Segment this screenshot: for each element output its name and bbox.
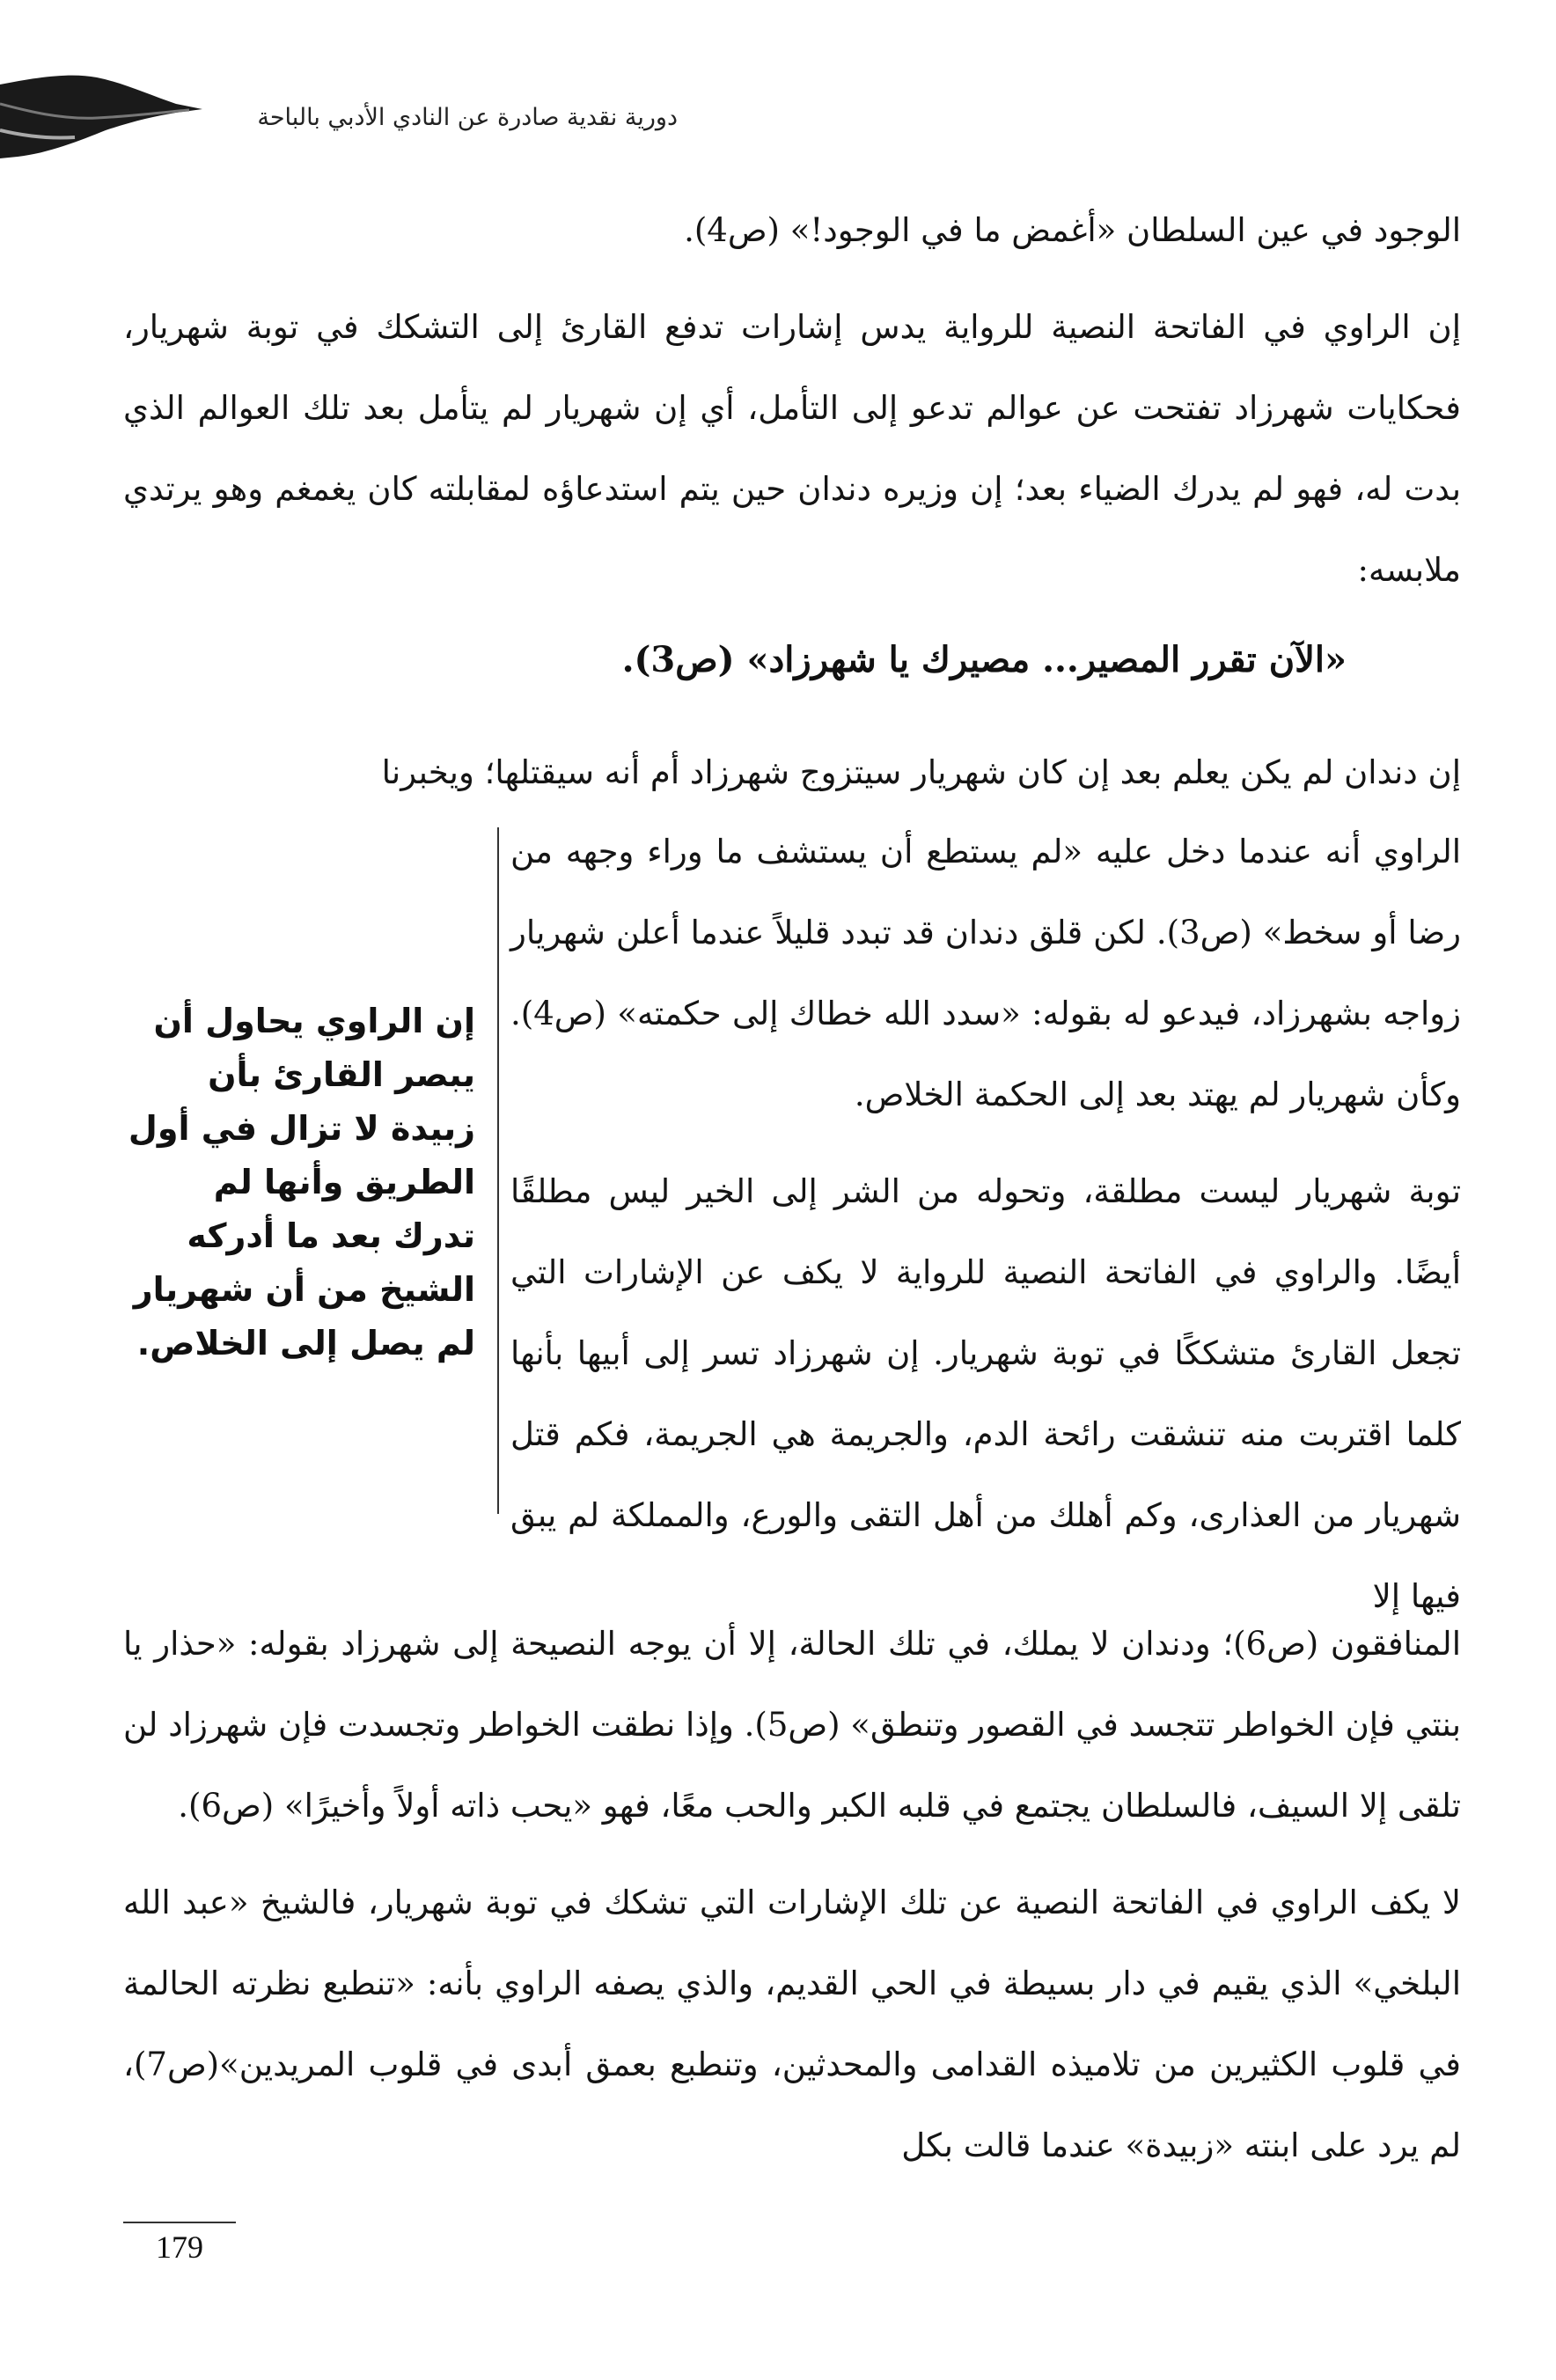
paragraph-repentance-narrow: توبة شهريار ليست مطلقة، وتحوله من الشر إلى الخير ليس مطلقًا أيضًا. والراوي في الفاتحة النصية للرواية لا يكف عن الإشارات التي تجعل القارئ متشككًا في توبة شهريار. إن شهرزاد تسر إلى أبيها بأنها كلما اقتربت منه تنشقت رائحة الدم، والجريمة هي الجريمة، فكم قتل شهريار من العذارى، وكم أهلك من أهل التقى والورع، والمملكة لم يبق فيها إلا bbox=[510, 1172, 1461, 1615]
paragraph-repentance-wide: المنافقون (ص6)؛ ودندان لا يملك، في تلك الحالة، إلا أن يوجه النصيحة إلى شهرزاد بقوله: «حذار يا بنتي فإن الخواطر تتجسد في القصور وتنطق» (ص5). وإذا نطقت الخواطر وتجسدت فإن شهرزاد لن تلقى إلا السيف، فالسلطان يجتمع في قلبه الكبر والحب معًا، فهو «يحب ذاته أولاً وأخيرًا» (ص6). bbox=[123, 1625, 1461, 1825]
header-brush-ornament bbox=[0, 69, 202, 165]
pull-quote-divider bbox=[497, 827, 499, 1514]
page-number: 179 bbox=[156, 2229, 203, 2265]
body-text-bottom bbox=[123, 1604, 1461, 2186]
journal-header-title: دورية نقدية صادرة عن النادي الأدبي بالباحة bbox=[257, 104, 678, 131]
highlighted-quote: «الآن تقرر المصير... مصيرك يا شهرزاد» (ص3). bbox=[621, 639, 1347, 680]
paragraph-sheikh-balkhi: لا يكف الراوي في الفاتحة النصية عن تلك الإشارات التي تشكك في توبة شهريار، فالشيخ «عبد الله البلخي» الذي يقيم في دار بسيطة في الحي القديم، والذي يصفه الراوي بأنه: «تنطبع نظرته الحالمة في قلوب الكثيرين من تلاميذه القدامى والمحدثين، وتنطبع بعمق أبدى في قلوب المريدين»(ص7)، لم يرد على ابنته «زبيدة» عندما قالت بكل bbox=[123, 1884, 1461, 2164]
body-text-dandan-first bbox=[123, 732, 1461, 813]
paragraph-rawi-fatiha: إن الراوي في الفاتحة النصية للرواية يدس إشارات تدفع القارئ إلى التشكك في توبة شهريار، فحكايات شهرزاد تفتحت عن عوالم تدعو إلى التأمل، أي إن شهريار لم يتأمل بعد تلك العوالم الذي بدت له، فهو لم يدرك الضياء بعد؛ إن وزيره دندان حين يتم استدعاؤه لمقابلته كان يغمغم وهو يرتدي ملابسه: bbox=[123, 308, 1461, 589]
paragraph-dandan-rest: الراوي أنه عندما دخل عليه «لم يستطع أن يستشف ما وراء وجهه من رضا أو سخط» (ص3). لكن قلق دندان قد تبدد قليلاً عندما أعلن شهريار زواجه بشهرزاد، فيدعو له بقوله: «سدد الله خطاك إلى حكمته» (ص4). وكأن شهريار لم يهتد بعد إلى الحكمة الخلاص. bbox=[510, 833, 1461, 1113]
page-number-rule bbox=[123, 2222, 236, 2223]
paragraph-wujud: الوجود في عين السلطان «أغمض ما في الوجود!» (ص4). bbox=[684, 211, 1461, 249]
body-text-narrow-column bbox=[510, 812, 1461, 1637]
body-text-top bbox=[123, 190, 1461, 611]
paragraph-dandan-first-line: إن دندان لم يكن يعلم بعد إن كان شهريار سيتزوج شهرزاد أم أنه سيقتلها؛ ويخبرنا bbox=[381, 753, 1461, 791]
pull-quote: إن الراوي يحاول أن يبصر القارئ بأن زبيدة لا تزال في أول الطريق وأنها لم تدرك بعد ما أدركه الشيخ من أن شهريار لم يصل إلى الخلاص. bbox=[128, 1002, 475, 1363]
